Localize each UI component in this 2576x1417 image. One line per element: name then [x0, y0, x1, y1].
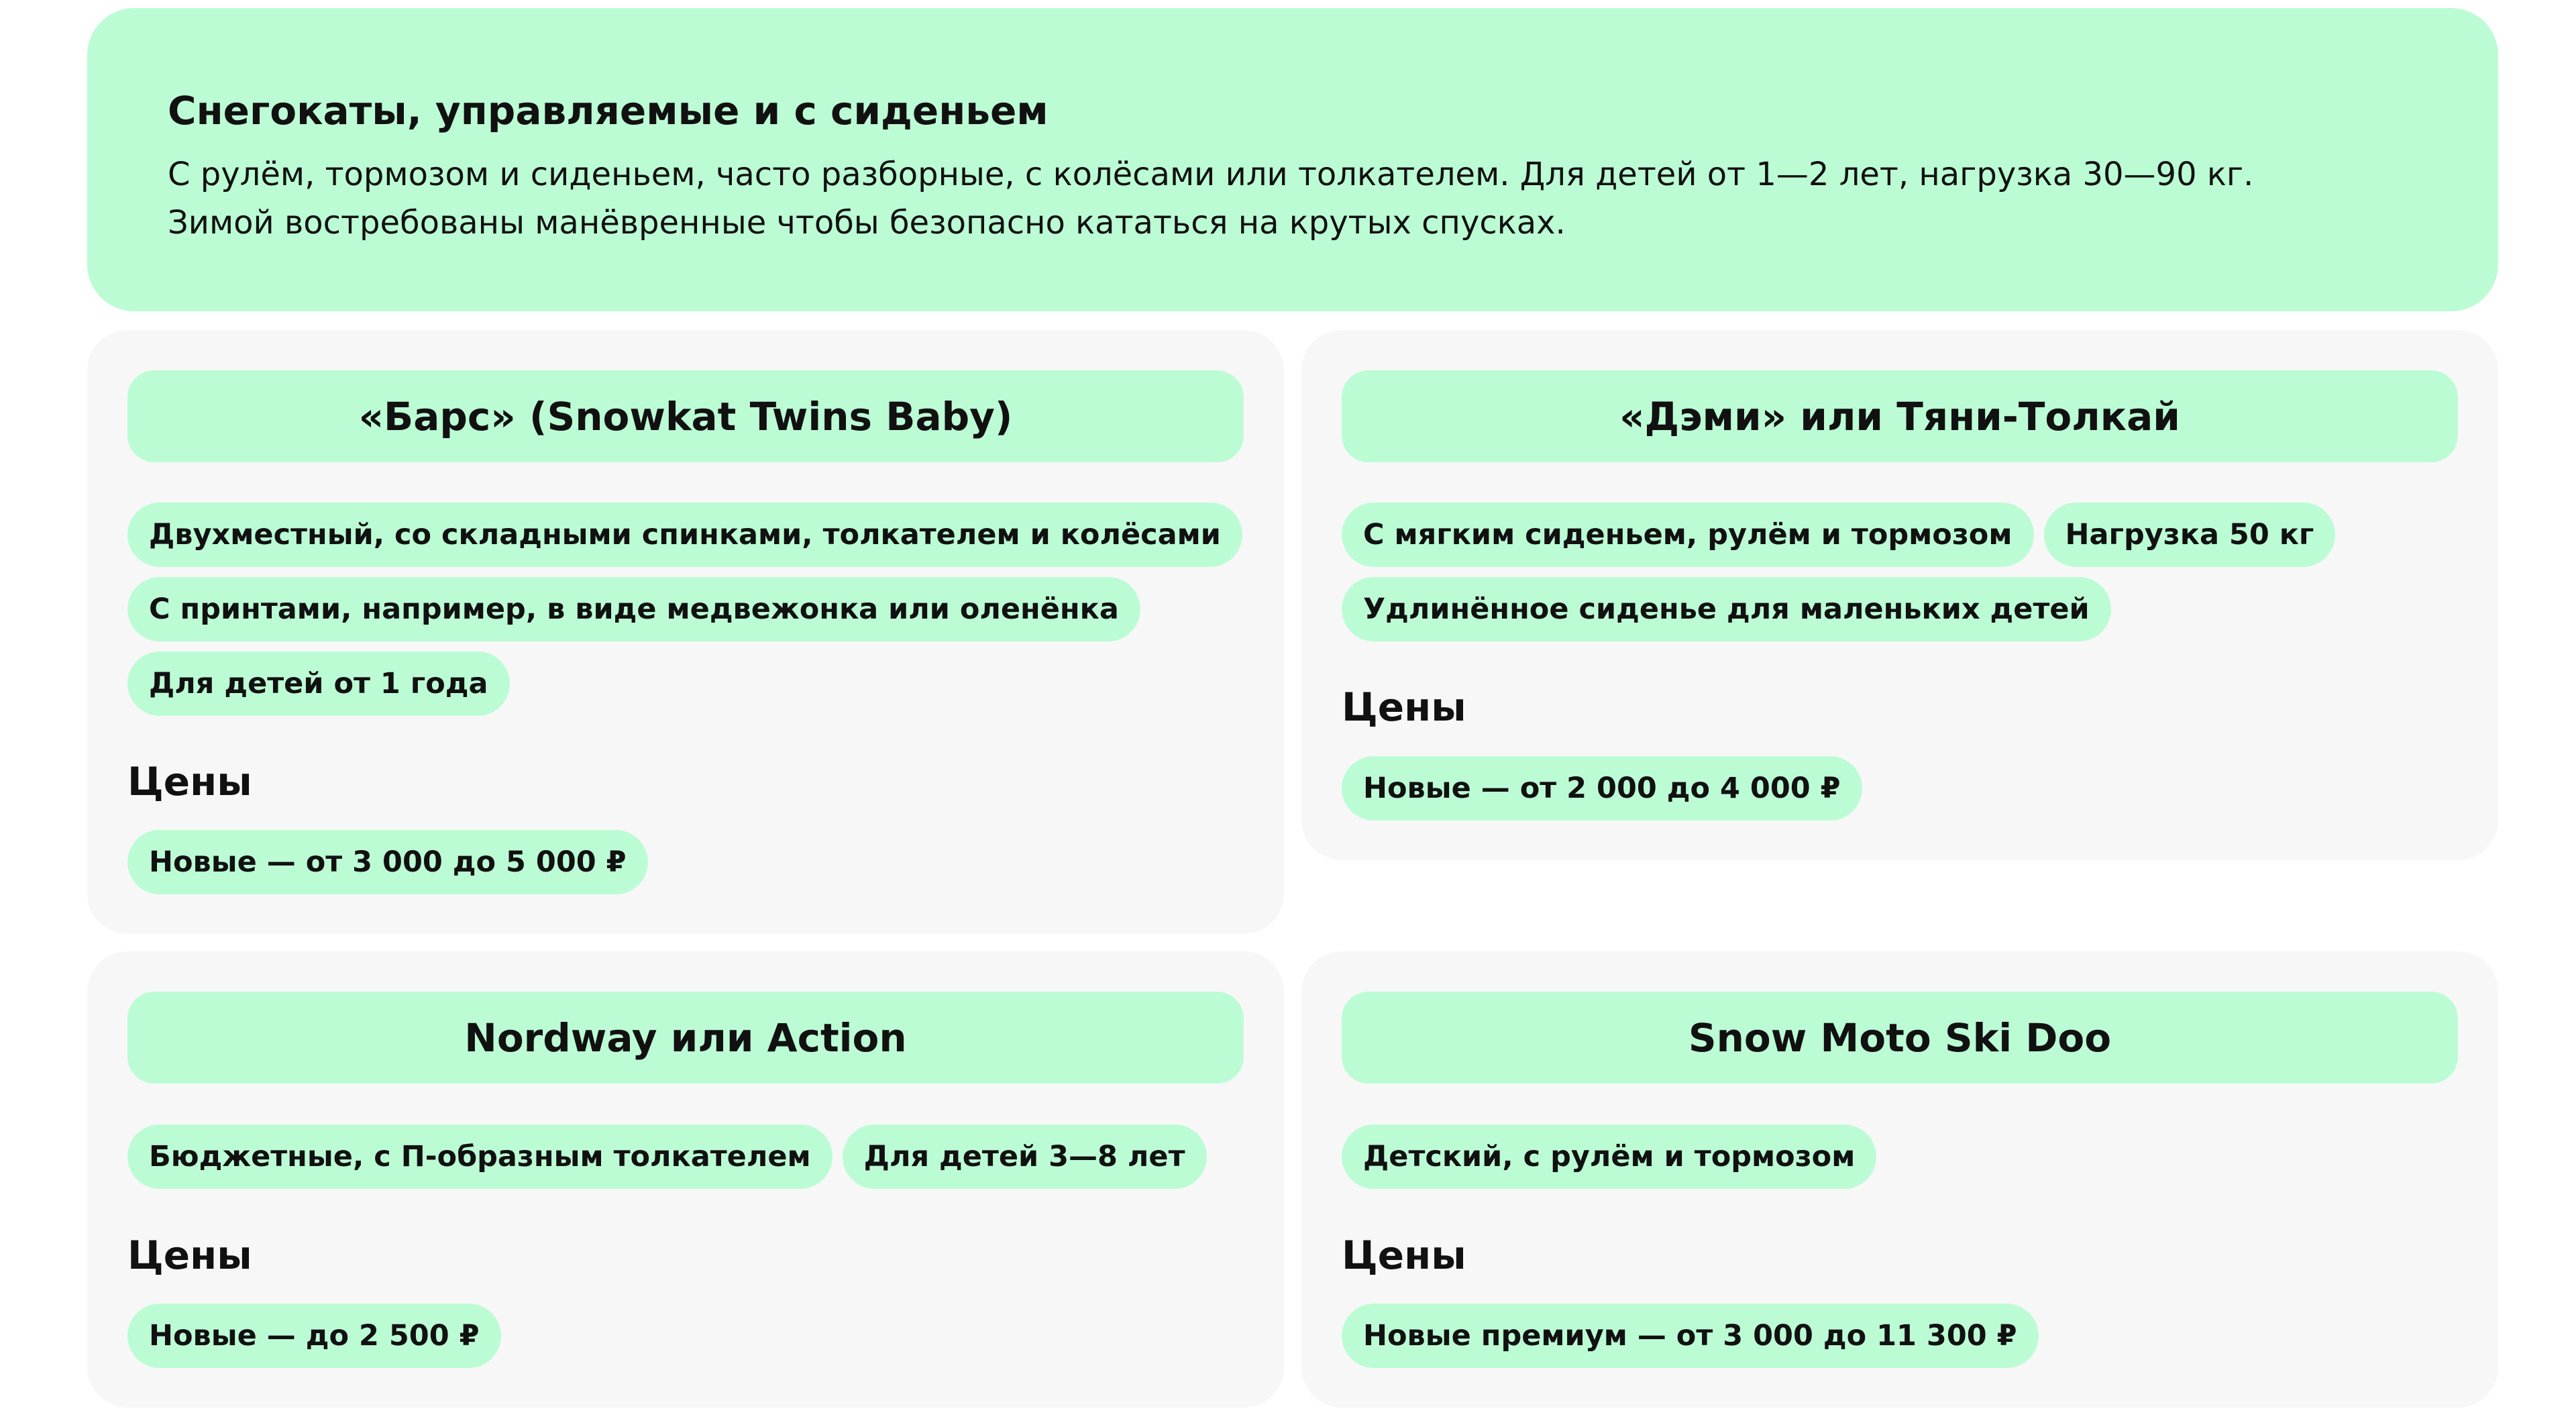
prices-heading: Цены	[127, 1232, 252, 1278]
product-card-title: «Дэми» или Тяни-Толкай	[1342, 370, 2458, 462]
product-card-snow-moto	[1301, 951, 2498, 1408]
feature-chip: Для детей от 1 года	[127, 651, 510, 716]
feature-chip: Детский, с рулём и тормозом	[1342, 1124, 1876, 1189]
price-chip: Новые — от 3 000 до 5 000 ₽	[127, 830, 648, 894]
feature-chip: Нагрузка 50 кг	[2044, 503, 2336, 567]
feature-chip: С принтами, например, в виде медвежонка или оленёнка	[127, 577, 1140, 641]
intro-description-line-2: Зимой востребованы манёвренные чтобы безопасно кататься на крутых спусках.	[168, 204, 1566, 242]
intro-title: Снегокаты, управляемые и с сиденьем	[168, 88, 1049, 134]
product-card-bars	[87, 330, 1284, 934]
feature-list	[1342, 1124, 2458, 1189]
feature-list	[127, 1124, 1244, 1189]
product-card-title: Snow Moto Ski Doo	[1342, 992, 2458, 1084]
feature-chip: Удлинённое сиденье для маленьких детей	[1342, 577, 2111, 641]
product-card-nordway	[87, 951, 1284, 1408]
price-chip: Новые — от 2 000 до 4 000 ₽	[1342, 756, 1862, 821]
feature-chip: Бюджетные, с П-образным толкателем	[127, 1124, 833, 1189]
feature-list	[1342, 503, 2458, 641]
feature-list	[127, 503, 1221, 716]
intro-banner	[87, 8, 2498, 311]
prices-heading: Цены	[1342, 1232, 1466, 1278]
prices-heading: Цены	[1342, 684, 1466, 730]
product-card-title: «Барс» (Snowkat Twins Baby)	[127, 370, 1244, 462]
feature-chip: С мягким сиденьем, рулём и тормозом	[1342, 503, 2034, 567]
feature-chip: Для детей 3—8 лет	[843, 1124, 1207, 1189]
price-chip: Новые — до 2 500 ₽	[127, 1304, 501, 1368]
intro-description	[168, 150, 2418, 247]
price-chip: Новые премиум — от 3 000 до 11 300 ₽	[1342, 1304, 2039, 1368]
feature-chip: Двухместный, со складными спинками, толкателем и колёсами	[127, 503, 1242, 567]
product-card-demi	[1301, 330, 2498, 860]
product-card-title: Nordway или Action	[127, 992, 1244, 1084]
prices-heading: Цены	[127, 759, 252, 804]
intro-description-line-1: С рулём, тормозом и сиденьем, часто разборные, с колёсами или толкателем. Для детей от 1—2 лет, нагрузка 30—90 кг.	[168, 156, 2254, 193]
